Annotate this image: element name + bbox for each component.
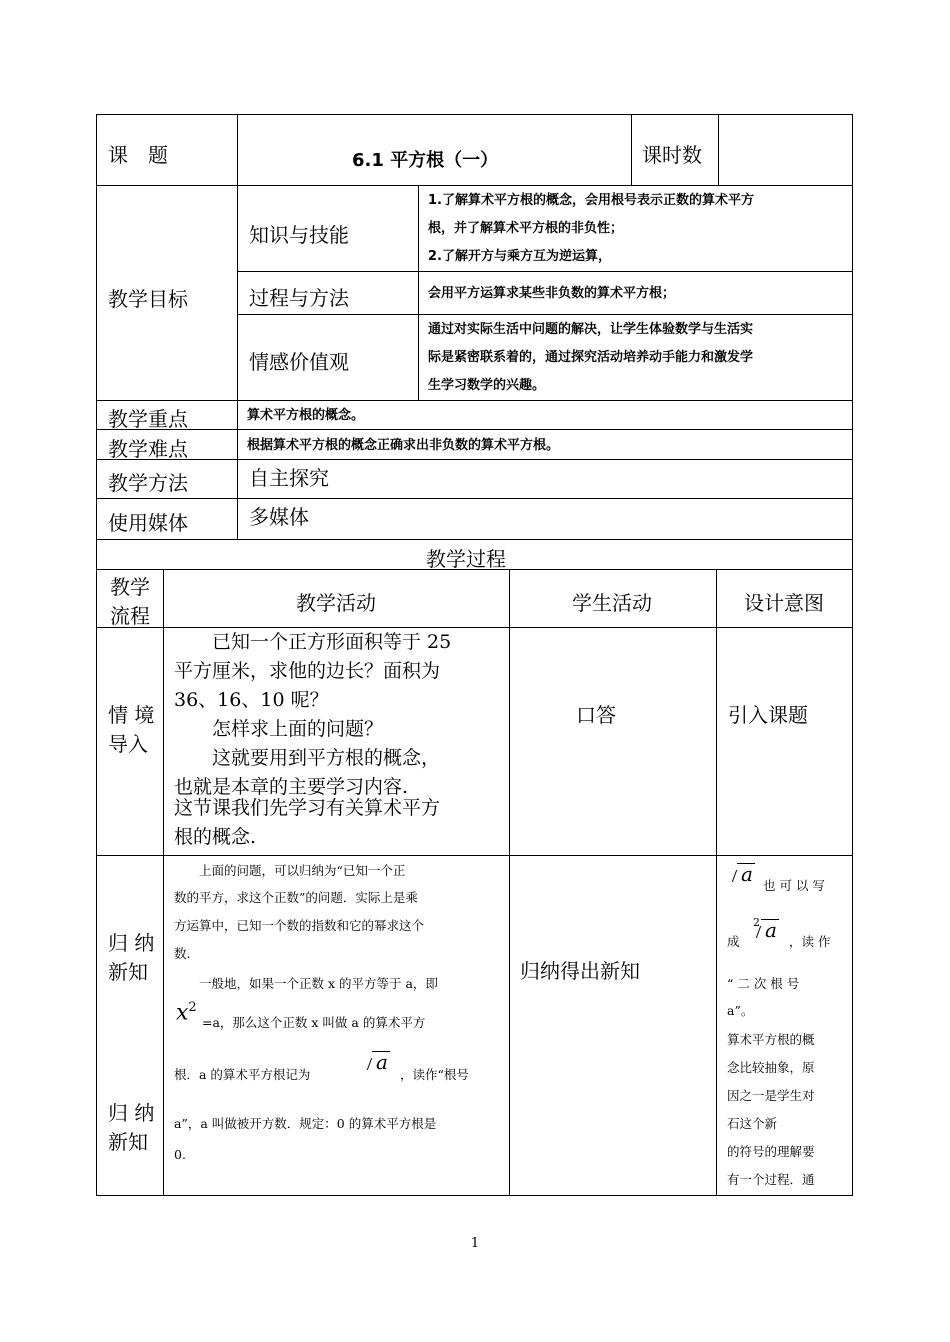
emotion-line-2: 际是紧密联系着的，通过探究活动培养动手能力和激发学 <box>428 350 754 365</box>
method-label: 教学方法 <box>108 471 188 495</box>
design-sqrt-a <box>729 862 755 886</box>
media-label: 使用媒体 <box>108 511 188 535</box>
row2-activity-line: a”，a 叫做被开方数．规定：0 的算术平方根是 <box>174 1116 437 1131</box>
math-sqrt-a <box>364 1050 390 1074</box>
row2-student-text: 归纳得出新知 <box>520 959 640 983</box>
emotion-line-3: 生学习数学的兴趣。 <box>428 378 546 393</box>
objectives-label: 教学目标 <box>108 287 188 311</box>
media-text: 多媒体 <box>249 505 309 529</box>
sqrt-symbol: a <box>753 918 779 942</box>
emotion-label: 情感价值观 <box>249 350 349 374</box>
row2-design-line: a”。 <box>727 1003 754 1018</box>
col-flow-line-2: 流程 <box>110 604 150 628</box>
cell-row1-student <box>509 627 717 856</box>
col-flow-line-1: 教学 <box>110 575 150 599</box>
row2-design-line: 念比较抽象，原 <box>727 1060 815 1075</box>
row2-design-line: “ 二 次 根 号 <box>727 976 800 991</box>
row2-activity-line: 0. <box>174 1147 186 1162</box>
row1-activity-line: 这节课我们先学习有关算术平方 <box>174 797 441 819</box>
topic-label: 课 题 <box>108 143 168 167</box>
process-method-text: 会用平方运算求某些非负数的算术平方根； <box>428 286 676 301</box>
row2-flow-a-line-1: 归 纳 <box>108 931 155 955</box>
row1-activity-line: 平方厘米，求他的边长？面积为 <box>174 660 441 682</box>
row2-design-line: 成 <box>727 934 740 949</box>
row2-activity-line: =a，那么这个正数 x 叫做 a 的算术平方 <box>202 1015 426 1030</box>
row2-design-line: 有一个过程．通 <box>727 1172 815 1187</box>
row1-flow-line-1: 情 境 <box>108 703 155 727</box>
sqrt-symbol: a <box>364 1050 390 1074</box>
knowledge-line-1: 1.了解算术平方根的概念，会用根号表示正数的算术平方 <box>428 193 754 208</box>
math-x: x <box>176 1000 189 1026</box>
row2-flow-b-line-2: 新知 <box>108 1130 148 1154</box>
process-title: 教学过程 <box>426 547 506 571</box>
cell-method-text <box>237 459 853 499</box>
cell-hours-value <box>718 114 853 186</box>
row2-activity-line: ，读作“根号 <box>400 1067 469 1082</box>
col-activity: 教学活动 <box>296 591 376 615</box>
cell-media-text <box>237 498 853 540</box>
col-design: 设计意图 <box>744 591 824 615</box>
method-text: 自主探究 <box>249 466 329 490</box>
row2-activity-line: 数的平方，求这个正数”的问题．实际上是乘 <box>174 890 418 905</box>
math-exponent: 2 <box>188 1000 197 1015</box>
design-cube-sqrt-a <box>753 918 779 942</box>
row2-design-line: 石这个新 <box>727 1116 778 1131</box>
knowledge-label: 知识与技能 <box>249 223 349 247</box>
difficulty-label: 教学难点 <box>108 437 188 461</box>
row2-activity-line: 一般地，如果一个正数 x 的平方等于 a，即 <box>174 976 438 991</box>
emotion-line-1: 通过对实际生活中问题的解决，让学生体验数学与生活实 <box>428 322 754 337</box>
row2-design-line: 也 可 以 写 <box>763 878 825 893</box>
row2-design-line: ，读 作 <box>789 934 831 949</box>
root-index: 2 <box>753 916 760 929</box>
row2-activity-line: 数. <box>174 946 191 961</box>
key-point-text: 算术平方根的概念。 <box>247 408 365 423</box>
row2-design-line: 算术平方根的概 <box>727 1032 815 1047</box>
hours-label: 课时数 <box>642 143 702 167</box>
row1-activity-line: 怎样求上面的问题？ <box>174 718 384 740</box>
row1-activity-line: 36、16、10 呢？ <box>174 689 329 711</box>
row1-design-text: 引入课题 <box>728 703 808 727</box>
cell-row2-student <box>509 855 717 1196</box>
sqrt-symbol: a <box>729 862 755 886</box>
topic-title: 6.1 平方根（一） <box>352 150 499 171</box>
cell-row1-design <box>716 627 853 856</box>
knowledge-line-3: 2.了解开方与乘方互为逆运算， <box>428 249 611 264</box>
col-student: 学生活动 <box>572 591 652 615</box>
row1-activity-line: 已知一个正方形面积等于 25 <box>174 631 452 653</box>
row1-activity-line: 也就是本章的主要学习内容. <box>174 776 409 798</box>
difficulty-text: 根据算术平方根的概念正确求出非负数的算术平方根。 <box>247 438 560 453</box>
process-method-label: 过程与方法 <box>249 286 349 310</box>
row2-activity-line: 根．a 的算术平方根记为 <box>174 1067 311 1082</box>
row2-activity-line: 上面的问题，可以归纳为“已知一个正 <box>174 863 406 878</box>
row1-student-text: 口答 <box>576 703 616 727</box>
page-number: 1 <box>470 1236 480 1251</box>
row2-design-line: 的符号的理解要 <box>727 1144 815 1159</box>
row1-activity-line: 根的概念. <box>174 826 257 848</box>
math-x-squared <box>176 1000 197 1025</box>
row2-activity-line: 方运算中，已知一个数的指数和它的幂求这个 <box>174 918 425 933</box>
row1-activity-line: 这就要用到平方根的概念， <box>174 747 441 769</box>
row1-flow-line-2: 导入 <box>108 732 148 756</box>
knowledge-line-2: 根，并了解算术平方根的非负性； <box>428 221 624 236</box>
row2-flow-a-line-2: 新知 <box>108 960 148 984</box>
key-point-label: 教学重点 <box>108 407 188 431</box>
row2-design-line: 因之一是学生对 <box>727 1088 815 1103</box>
row2-flow-b-line-1: 归 纳 <box>108 1101 155 1125</box>
